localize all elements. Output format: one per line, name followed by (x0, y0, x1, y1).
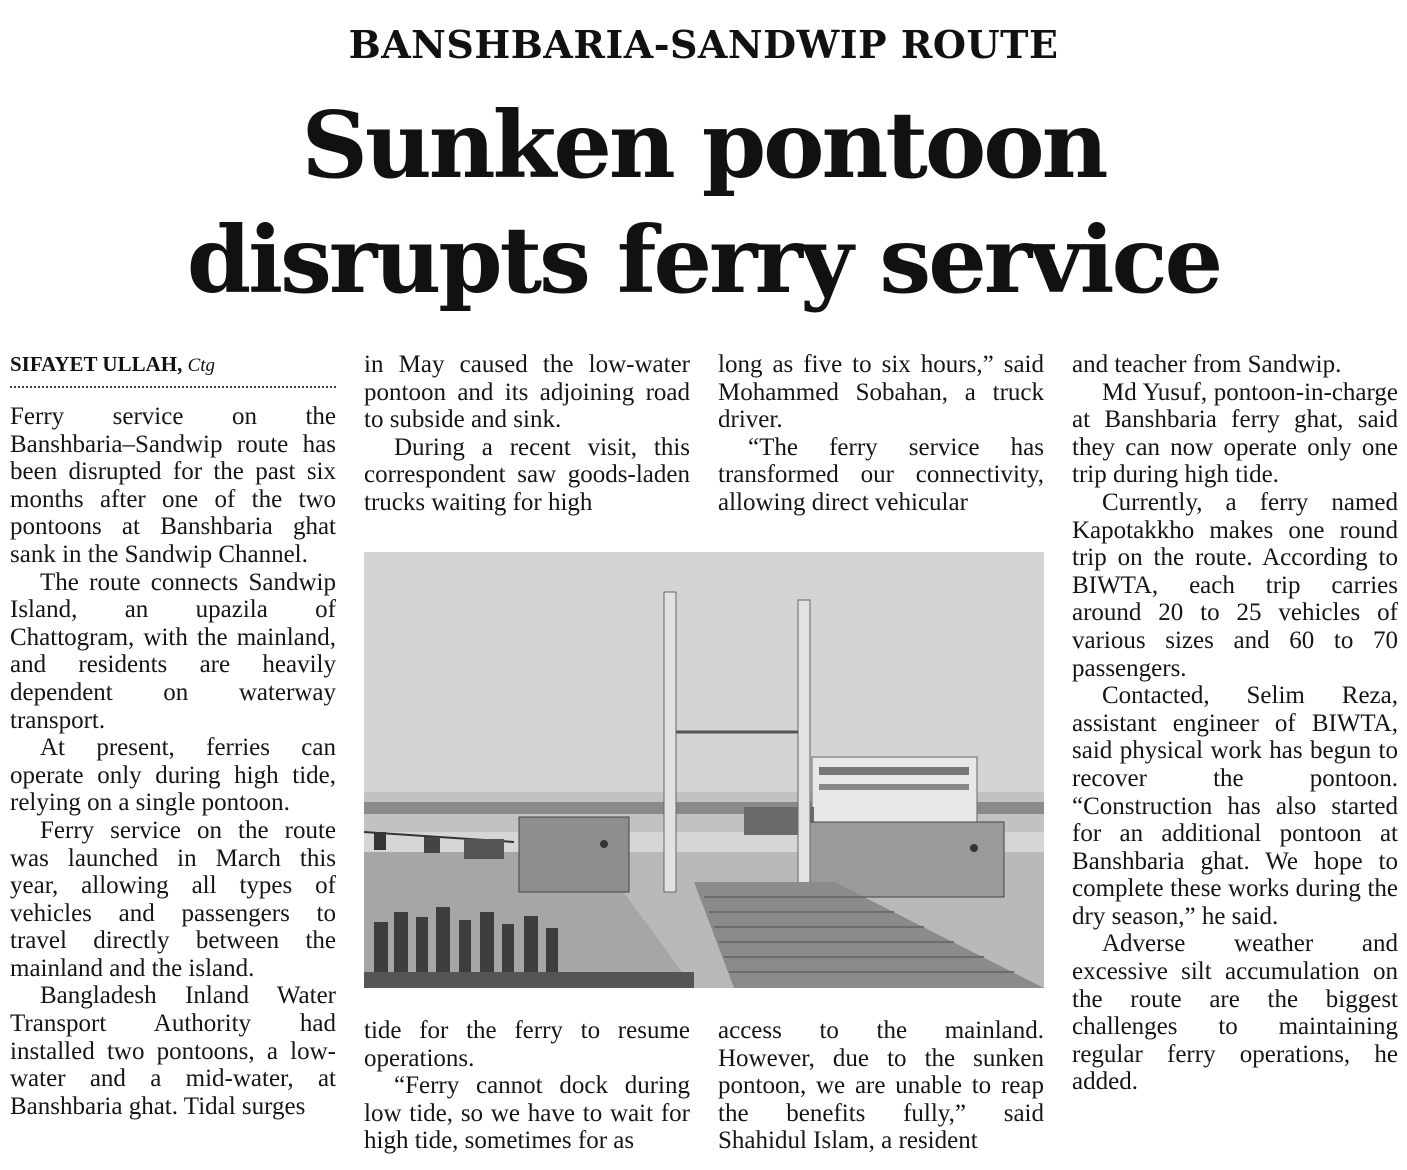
photo-illustration (364, 552, 1044, 988)
paragraph: and teacher from Sandwip. (1072, 351, 1342, 378)
byline-author: SIFAYET ULLAH, (10, 352, 183, 376)
paragraph: Ferry service on the route was launched in March this year, allowing all types of vehicles and passengers to travel directly between the mainland and the island. (10, 816, 336, 982)
headline-line-1: Sunken pontoon (301, 91, 1106, 199)
article-column-2-bottom (364, 1017, 690, 1155)
paragraph: “The ferry service has transformed our connectivity, allowing direct vehicular (718, 433, 1044, 516)
paragraph: “Ferry cannot dock during low tide, so we have to wait for high tide, sometimes for as (364, 1072, 690, 1155)
byline (10, 352, 336, 388)
paragraph: Bangladesh Inland Water Transport Authority had installed two pontoons, a low-water and a mid-water, at Banshbaria ghat. Tidal surges (10, 982, 336, 1120)
article-column-3-bottom (718, 1017, 1044, 1155)
paragraph: long as five to six hours,” said Mohammed Sobahan, a truck driver. (718, 351, 1044, 434)
paragraph: in May caused the low-water pontoon and its adjoining road to subside and sink. (364, 351, 690, 434)
paragraph: access to the mainland. However, due to the sunken pontoon, we are unable to reap the benefits fully,” said Shahidul Islam, a resident (718, 1017, 1044, 1155)
paragraph: Adverse weather and excessive silt accumulation on the route are the biggest challenges to maintaining regular ferry operations, he added. (1072, 930, 1398, 1096)
paragraph: tide for the ferry to resume operations. (364, 1017, 690, 1072)
article-column-4 (1072, 351, 1398, 1096)
paragraph: During a recent visit, this correspondent saw goods-laden trucks waiting for high (364, 433, 690, 516)
article-column-2-top (364, 351, 690, 517)
article-column-3-top (718, 351, 1044, 517)
paragraph: At present, ferries can operate only during high tide, relying on a single pontoon. (10, 734, 336, 817)
paragraph: Ferry service on the Banshbaria–Sandwip route has been disrupted for the past six months after one of the two pontoons at Banshbaria ghat sank in the Sandwip Channel. (10, 403, 336, 568)
paragraph: The route connects Sandwip Island, an upazila of Chattogram, with the mainland, and residents are heavily dependent on waterway transport. (10, 568, 336, 734)
kicker-label: BANSHBARIA-SANDWIP ROUTE (348, 22, 1059, 67)
byline-location: Ctg (187, 355, 216, 376)
paragraph: Currently, a ferry named Kapotakkho makes one round trip on the route. According to BIWTA, each trip carries around 20 to 25 vehicles of various sizes and 60 to 70 passengers. (1072, 488, 1398, 682)
paragraph: Md Yusuf, pontoon-in-charge at Banshbaria ferry ghat, said they can now operate only one trip during high tide. (1072, 378, 1398, 489)
headline-line-2: disrupts ferry service (186, 206, 1221, 314)
pontoon-photo (364, 552, 1044, 988)
article-column-1 (10, 403, 336, 1120)
paragraph: Contacted, Selim Reza, assistant engineer of BIWTA, said physical work has begun to recover the pontoon. “Construction has also started for an additional pontoon at Banshbaria ghat. We hope to complete these works during the dry season,” he said. (1072, 682, 1398, 930)
